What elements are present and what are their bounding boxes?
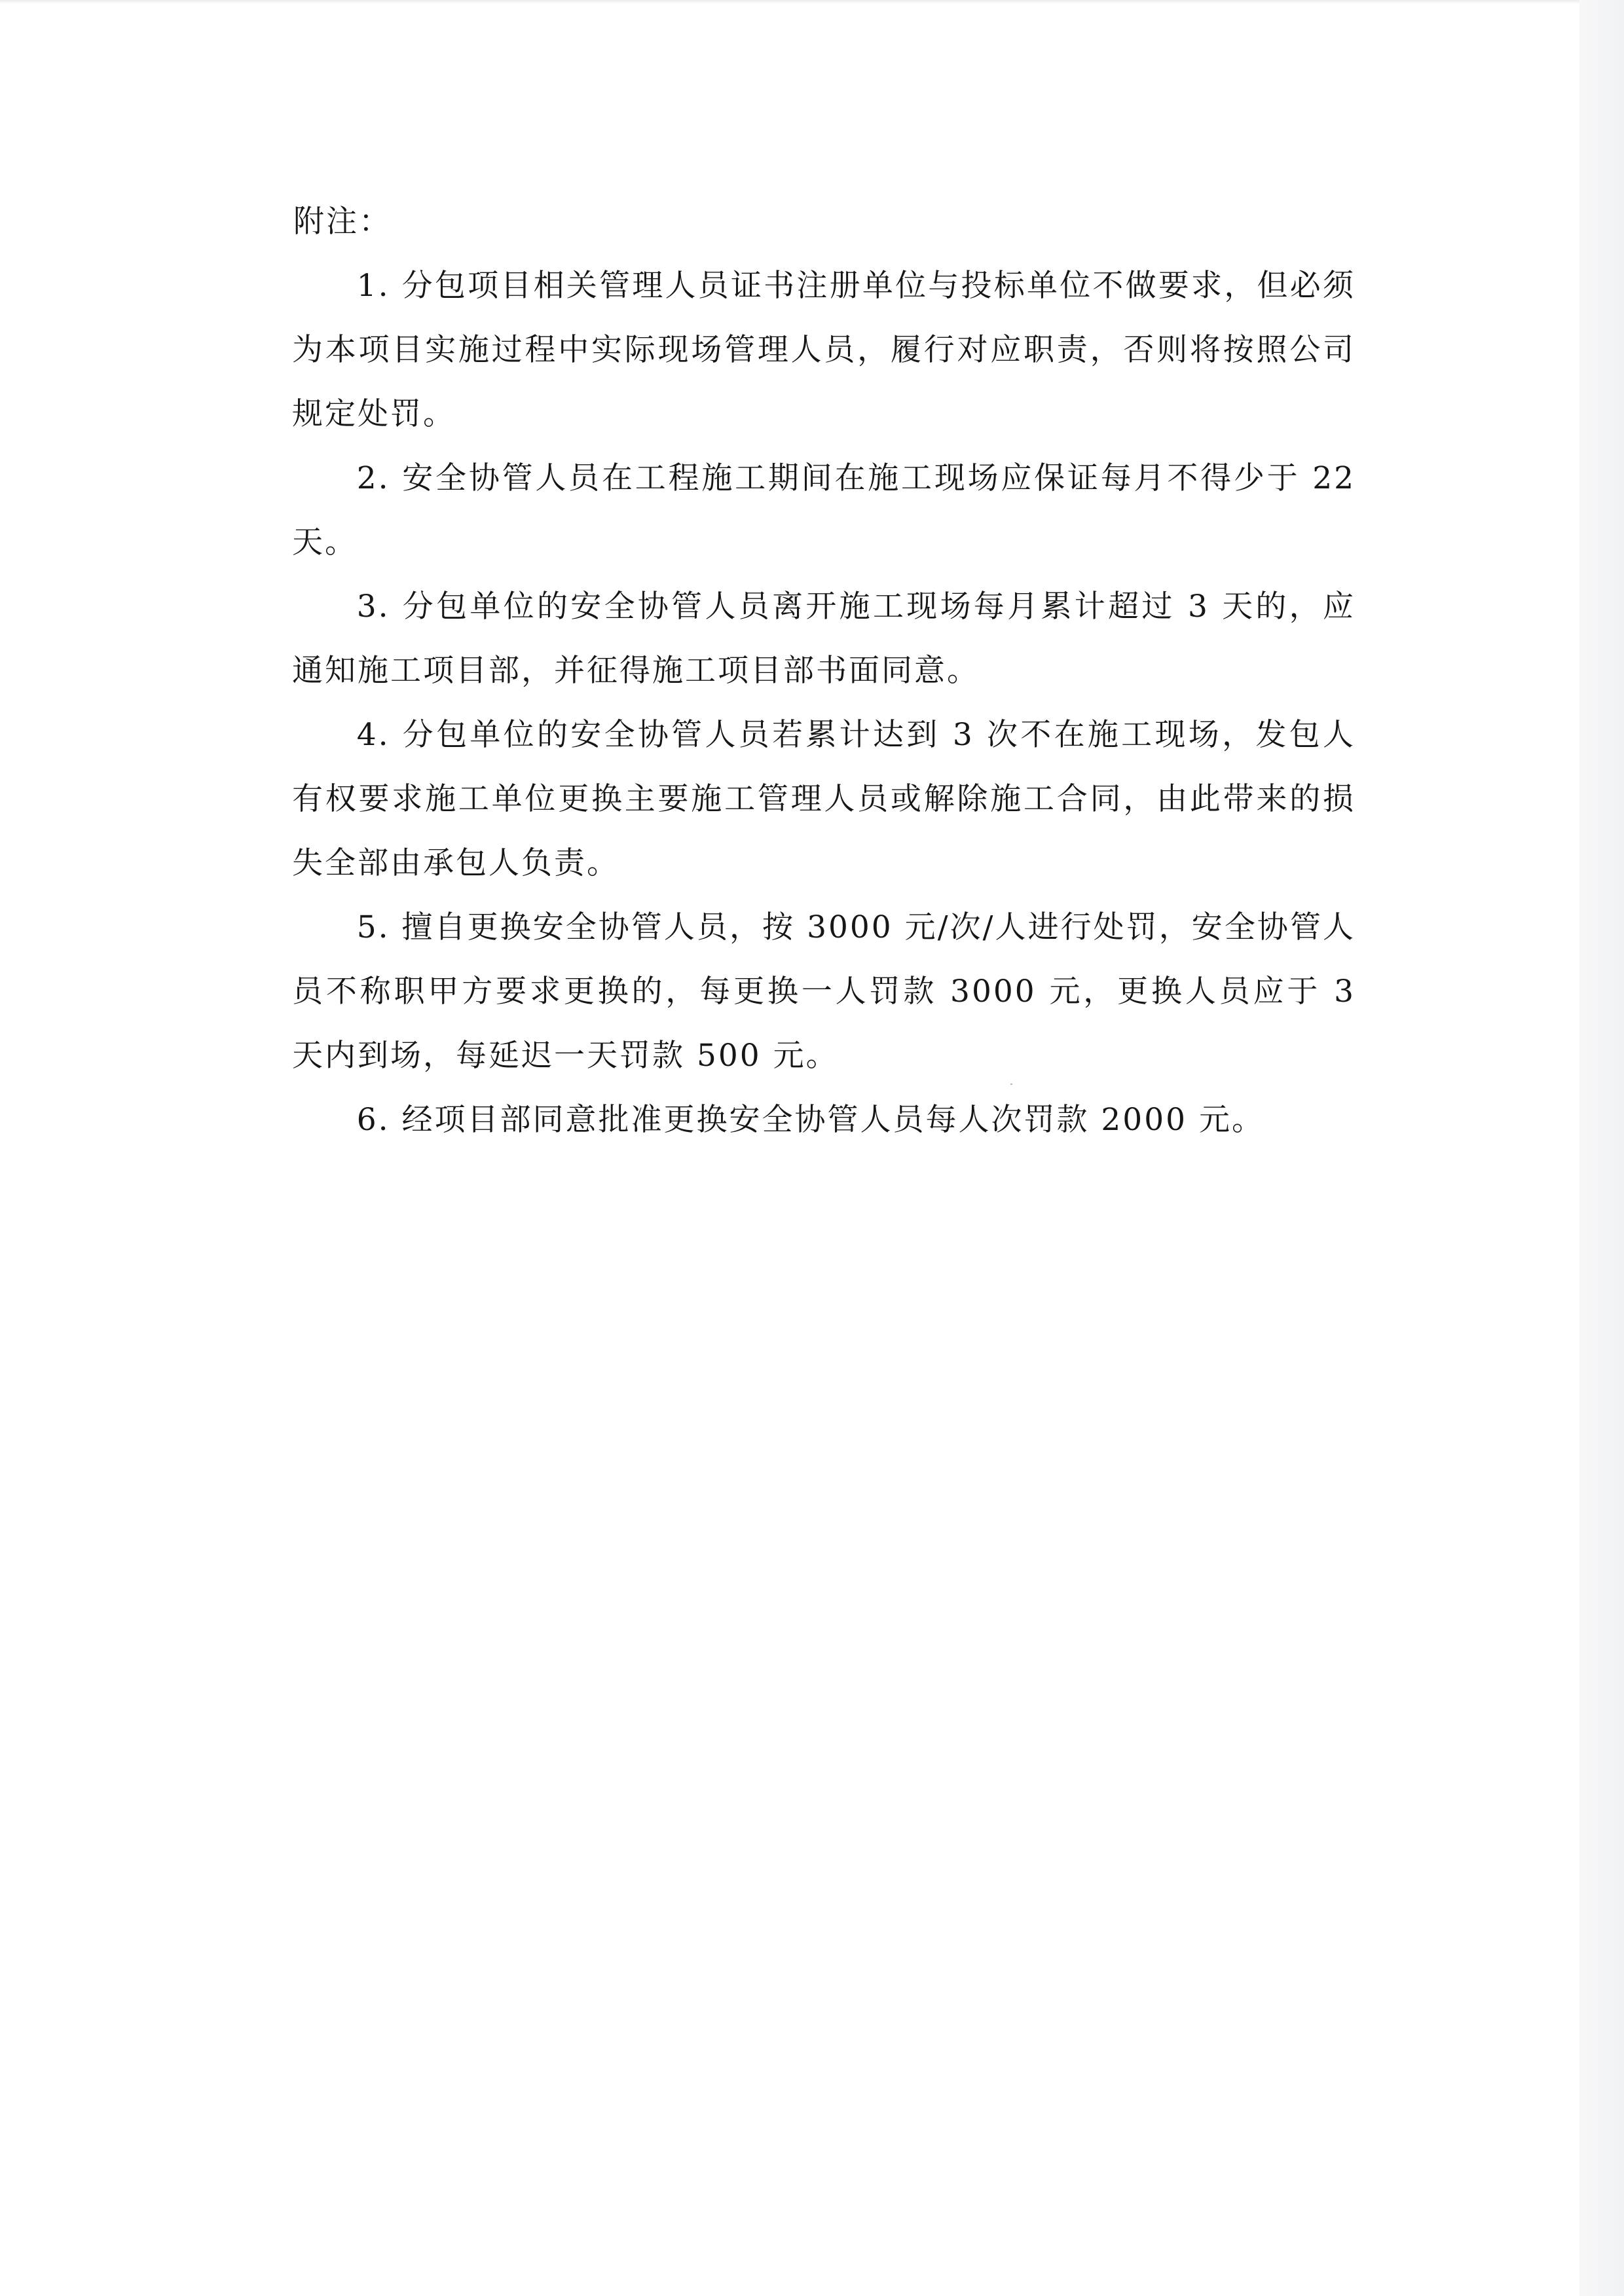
document-body [292,190,1356,1152]
note-5: 5. 擅自更换安全协管人员，按 3000 元/次/人进行处罚，安全协管人员不称职甲方要求更换的，每更换一人罚款 3000 元，更换人员应于 3 天内到场，每延迟一天罚款 500 元。 [292,909,1356,1074]
note-2: 2. 安全协管人员在工程施工期间在施工现场应保证每月不得少于 22 天。 [292,460,1356,560]
scan-top-shadow [0,0,1579,4]
note-1: 1. 分包项目相关管理人员证书注册单位与投标单位不做要求，但必须为本项目实施过程中实际现场管理人员，履行对应职责，否则将按照公司规定处罚。 [292,268,1356,432]
note-4: 4. 分包单位的安全协管人员若累计达到 3 次不在施工现场，发包人有权要求施工单位更换主要施工管理人员或解除施工合同，由此带来的损失全部由承包人负责。 [292,717,1356,881]
note-3: 3. 分包单位的安全协管人员离开施工现场每月累计超过 3 天的，应通知施工项目部，并征得施工项目部书面同意。 [292,589,1356,689]
notes-heading: 附注： [293,204,392,240]
scan-right-edge [1579,0,1624,2296]
note-6: 6. 经项目部同意批准更换安全协管人员每人次罚款 2000 元。 [356,1102,1264,1138]
